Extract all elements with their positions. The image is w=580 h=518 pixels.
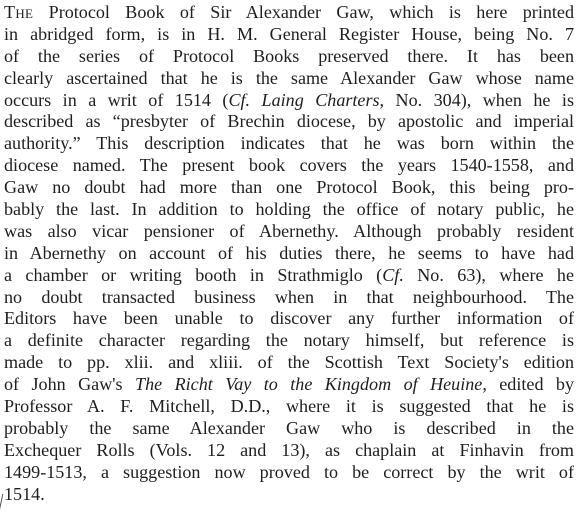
text-line: diocese named. The present book covers the years 1540-1558, and	[4, 155, 574, 176]
text-line: Professor A. F. Mitchell, D.D., where it is suggested that he is	[4, 396, 574, 417]
text-line: The Protocol Book of Sir Alexander Gaw, which is here printed	[4, 2, 574, 22]
text-line: clearly ascertained that he is the same Alexander Gaw whose name	[4, 67, 574, 88]
citation-laing-charters: Cf. Laing Charters	[228, 89, 380, 110]
document-page	[4, 2, 574, 505]
text-line: of the series of Protocol Books preserved there. It has been	[4, 45, 574, 66]
text-line: occurs in a writ of 1514 (Cf. Laing Charters, No. 304), when he is	[4, 89, 574, 110]
text-line: was also vicar pensioner of Abernethy. Although probably resident	[4, 220, 574, 241]
text-line: Editors have been unable to discover any further information of	[4, 308, 574, 329]
text-line: a definite character regarding the notary himself, but reference is	[4, 330, 574, 351]
text-line: in abridged form, is in H. M. General Register House, being No. 7	[4, 23, 574, 44]
text-line-final: 1514.	[4, 483, 45, 504]
text-line: described as “presbyter of Brechin diocese, by apostolic and imperial	[4, 111, 574, 132]
book-title-richt-vay: The Richt Vay to the Kingdom of Heuine	[135, 374, 483, 395]
opening-word: The	[4, 2, 34, 22]
text-line: no doubt transacted business when in that neighbourhood. The	[4, 286, 574, 307]
text-line: probably the same Alexander Gaw who is described in the	[4, 417, 574, 438]
text-line: in Abernethy on account of his duties there, he seems to have had	[4, 242, 574, 263]
text-line: Gaw no doubt had more than one Protocol Book, this being pro-	[4, 177, 574, 198]
body-paragraph	[4, 2, 574, 505]
text-line: bably the last. In addition to holding the office of notary public, he	[4, 199, 574, 220]
text-line: a chamber or writing booth in Strathmiglo (Cf. No. 63), where he	[4, 264, 574, 285]
text-line: 1499-1513, a suggestion now proved to be correct by the writ of	[4, 461, 574, 482]
text-line: of John Gaw's The Richt Vay to the Kingdom of Heuine, edited by	[4, 374, 574, 395]
citation-cf: Cf.	[382, 264, 404, 285]
text-line: made to pp. xlii. and xliii. of the Scottish Text Society's edition	[4, 352, 574, 373]
text-line: Exchequer Rolls (Vols. 12 and 13), as chaplain at Finhavin from	[4, 439, 574, 460]
text-line: authority.” This description indicates that he was born within the	[4, 133, 574, 154]
